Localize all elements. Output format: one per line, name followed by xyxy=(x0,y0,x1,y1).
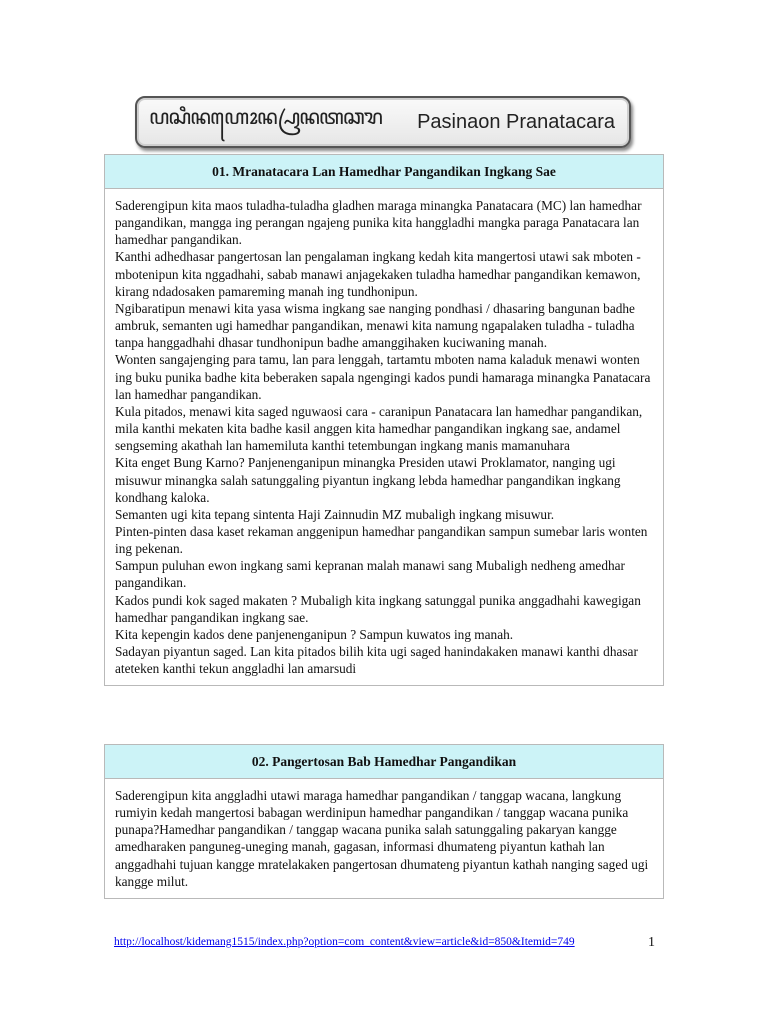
paragraph: Ngibaratipun menawi kita yasa wisma ingkang sae nanging pondhasi / dhasaring bangunan badhe ambruk, semanten ugi hamedhar pangandikan, menawi kita namung ngapalaken tuladha - tuladha tanpa hanggadhahi dhasar tundhonipun badhe amanggihaken kuciwaning manah. xyxy=(115,300,635,351)
paragraph: Sampun puluhan ewon ingkang sami kepranan malah manawi sang Mubaligh nedheng amedhar pangandikan. xyxy=(115,558,625,591)
page-number: 1 xyxy=(648,935,655,950)
section-1-heading: 01. Mranatacara Lan Hamedhar Pangandikan Ingkang Sae xyxy=(105,155,663,189)
section-1-body xyxy=(105,189,663,685)
javanese-script-title: ꦥꦱꦶꦤꦲꦺꦴꦤ꧀ꦥꦿꦤꦠꦕꦫ xyxy=(149,104,382,129)
paragraph: Kados pundi kok saged makaten ? Mubaligh kita ingkang satunggal punika anggadhahi kawegigan hamedhar pangandikan ingkang sae. xyxy=(115,592,641,625)
paragraph: Kita enget Bung Karno? Panjenenganipun minangka Presiden utawi Proklamator, nanging ugi misuwur minangka salah satunggaling piyantun ingkang lebda hamedhar pangandikan ingkang kondhang kaloka. xyxy=(115,455,621,505)
source-url-link[interactable]: http://localhost/kidemang1515/index.php?option=com_content&view=article&id=850&Itemid=749 xyxy=(114,936,575,948)
banner-title: Pasinaon Pranatacara xyxy=(417,110,615,133)
paragraph: Pinten-pinten dasa kaset rekaman anggenipun hamedhar pangandikan sampun sumebar laris wonten ing pekenan. xyxy=(115,523,648,557)
paragraph: Wonten sangajenging para tamu, lan para lenggah, tartamtu mboten nama kaladuk menawi wonten ing buku punika badhe kita beberaken sapala ngengingi kados pundi hamaraga minangka Panatacara lan hamedhar pangandikan. xyxy=(115,352,651,402)
section-1 xyxy=(104,154,664,686)
paragraph: Semanten ugi kita tepang sintenta Haji Zainnudin MZ mubaligh ingkang misuwur. xyxy=(115,506,555,522)
paragraph: Kula pitados, menawi kita saged nguwaosi cara - caranipun Panatacara lan hamedhar pangandikan, mila kanthi mekaten kita badhe kasil anggen kita hamedhar pangandikan ingkang sae, andamel sengseming akathah lan hamemiluta kanthi tetembungan ingkang manis mamanuhara xyxy=(115,403,643,454)
section-2-heading: 02. Pangertosan Bab Hamedhar Pangandikan xyxy=(105,745,663,779)
section-2-body xyxy=(105,779,663,898)
paragraph: Sadayan piyantun saged. Lan kita pitados bilih kita ugi saged hanindakaken manawi kanthi dhasar ateteken kanthi tekun anggladhi lan amarsudi xyxy=(115,644,638,677)
paragraph: Saderengipun kita maos tuladha-tuladha gladhen maraga minangka Panatacara (MC) lan hamedhar pangandikan, mangga ing perangan ngajeng punika kita hanggladhi mangka paraga Panatacara lan hamedhar pangandikan. xyxy=(115,198,642,248)
section-2 xyxy=(104,744,664,899)
paragraph: Kanthi adhedhasar pangertosan lan pengalaman ingkang kedah kita mangertosi utawi sak mboten - mbotenipun kita nggadhahi, sabab manawi anjagekaken tuladha hamedhar pangandikan kemawon, kirang ndadosaken pamareming manah ing tundhonipun. xyxy=(115,249,641,299)
header-banner xyxy=(135,96,631,148)
paragraph: Kita kepengin kados dene panjenenganipun ? Sampun kuwatos ing manah. xyxy=(115,626,514,642)
paragraph: Saderengipun kita anggladhi utawi maraga hamedhar pangandikan / tanggap wacana, langkung rumiyin kedah mangertosi babagan werdinipun hamedhar pangandikan / tanggap wacana punika punapa?Hamedhar pangandikan / tanggap wacana punika salah satunggaling pakaryan kangge amedharaken panguneg-uneging manah, gagasan, informasi dhumateng piyantun kathah lan anggadhahi tujuan kangge mratelakaken pangertosan dhumateng piyantun kathah nanging saged ugi kangge milut. xyxy=(115,788,649,889)
